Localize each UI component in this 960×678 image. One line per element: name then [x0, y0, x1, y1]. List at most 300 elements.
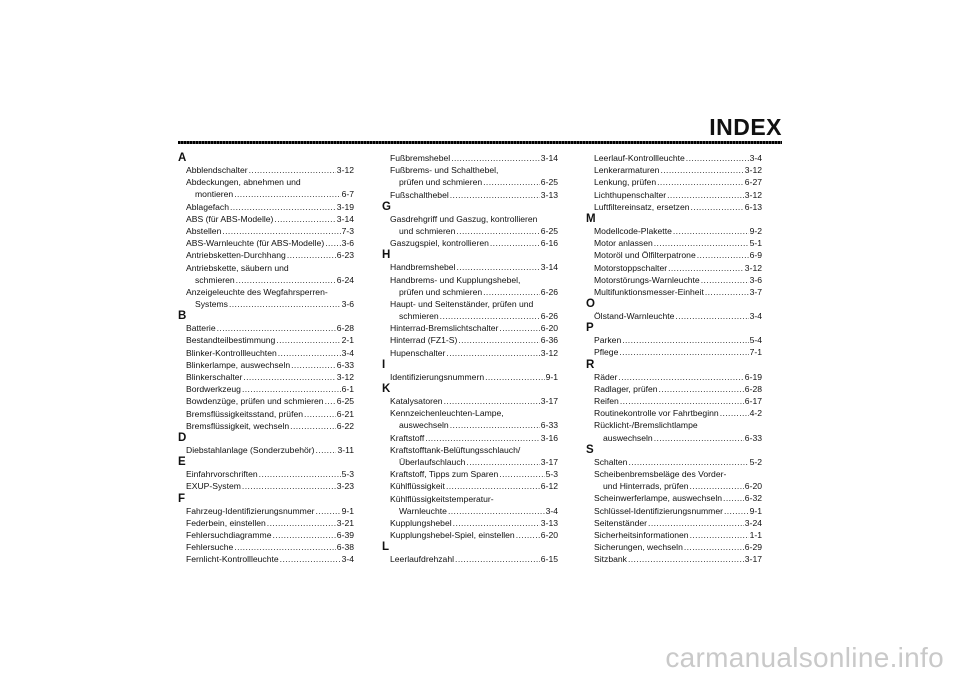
index-entry[interactable] [586, 456, 762, 468]
dot-leader [701, 274, 749, 286]
index-entry[interactable] [178, 529, 354, 541]
index-entry[interactable] [586, 553, 762, 565]
dot-leader [267, 517, 336, 529]
dot-leader [490, 237, 540, 249]
index-entry-page: 6-17 [744, 396, 762, 406]
index-entry-text: Leerlauf-Kontrollleuchte [594, 153, 685, 163]
index-entry[interactable] [586, 480, 762, 492]
index-entry-text: Sicherheitsinformationen [594, 529, 689, 540]
index-entry-page: 7-1 [749, 347, 762, 358]
index-section-letter: K [382, 383, 391, 395]
index-entry[interactable] [178, 371, 354, 383]
index-entry-page: 6-21 [336, 408, 354, 419]
dot-leader [287, 249, 336, 261]
index-entry-page: 6-32 [744, 493, 762, 504]
index-entry-page: 6-36 [540, 335, 558, 346]
index-entry-page: 6-22 [336, 420, 354, 431]
dot-leader [628, 553, 744, 565]
index-section-letter: B [178, 310, 187, 323]
dot-leader [466, 456, 539, 468]
index-entry-text: Multifunktionsmesser-Einheit [594, 286, 704, 297]
dot-leader [222, 225, 340, 237]
index-entry[interactable] [382, 237, 558, 249]
index-entry-text: Abblendschalter [186, 165, 248, 175]
dot-leader [620, 395, 744, 407]
dot-leader [654, 432, 744, 444]
index-entry-text: Blinkerlampe, auswechseln [186, 359, 291, 370]
index-entry-page: 6-16 [540, 238, 558, 249]
index-entry-page: 3-12 [744, 262, 762, 273]
index-entry-text: Seitenständer [594, 517, 648, 528]
index-entry[interactable] [382, 517, 558, 529]
index-entry-page: 3-12 [744, 165, 762, 176]
index-section-letter: F [178, 492, 186, 505]
index-entry[interactable] [586, 517, 762, 529]
dot-leader [446, 347, 539, 359]
index-entry-text: Federbein, einstellen [186, 517, 266, 528]
index-entry-page: 1-1 [749, 529, 762, 540]
index-entry-text: Kühlflüssigkeitstemperatur- [390, 493, 494, 504]
index-entry-text: Kraftstoff [390, 432, 425, 443]
index-section-letter: R [586, 358, 595, 371]
dot-leader [304, 408, 336, 420]
index-entry[interactable] [178, 334, 354, 346]
index-entry-text: Routinekontrolle vor Fahrtbeginn [594, 408, 719, 419]
index-entry-text: Kraftstoff, Tipps zum Sparen [390, 469, 499, 480]
index-entry-text: Reifen [594, 396, 619, 406]
index-entry-page: 6-29 [744, 542, 762, 553]
index-entry-text: prüfen und schmieren [399, 177, 483, 188]
dot-leader [280, 553, 341, 565]
dot-leader [456, 261, 539, 273]
index-entry[interactable] [382, 419, 558, 431]
index-entry[interactable] [586, 152, 762, 164]
dot-leader [485, 371, 544, 383]
index-entry-page: 3-4 [341, 347, 354, 358]
index-entry-page: 3-12 [336, 372, 354, 382]
index-entry[interactable] [586, 529, 762, 541]
index-entry-text: Scheinwerferlampe, auswechseln [594, 493, 723, 504]
index-section-letter: A [178, 152, 187, 164]
index-entry-text: Fehlersuchdiagramme [186, 529, 272, 540]
index-entry[interactable] [178, 225, 354, 237]
index-entry-text: Ölstand-Warnleuchte [594, 311, 675, 322]
index-entry-page: 6-33 [744, 432, 762, 443]
index-entry-text: Sitzbank [594, 554, 627, 565]
index-entry-text: Motorstörungs-Warnleuchte [594, 274, 700, 285]
index-section-letter: E [178, 456, 186, 469]
index-entry-text: Blinkerschalter [186, 372, 243, 382]
index-entry[interactable] [382, 189, 558, 201]
dot-leader [483, 176, 540, 188]
index-entry-page: 3-13 [540, 517, 558, 528]
dot-leader [325, 237, 340, 249]
index-entry-text: Katalysatoren [390, 396, 443, 406]
index-entry[interactable] [178, 164, 354, 176]
dot-leader [450, 419, 540, 431]
index-entry-page: 9-1 [749, 505, 762, 516]
index-entry-page: 6-38 [336, 542, 354, 553]
index-entry[interactable] [382, 286, 558, 298]
index-entry-page: 5-1 [749, 238, 762, 249]
dot-leader [458, 334, 539, 346]
index-entry-page: 6-19 [744, 371, 762, 382]
index-entry[interactable] [382, 225, 558, 237]
index-entry[interactable] [178, 201, 354, 213]
index-entry-page: 6-25 [336, 396, 354, 407]
index-entry[interactable] [178, 383, 354, 395]
index-entry-text: Gasdrehgriff und Gaszug, kontrollieren [390, 213, 538, 224]
dot-leader [229, 298, 341, 310]
dot-leader [316, 505, 341, 517]
index-entry-text: schmieren [195, 274, 235, 285]
dot-leader [684, 541, 744, 553]
dot-leader [648, 517, 744, 529]
dot-leader [274, 213, 335, 225]
index-entry-text: prüfen und schmieren [399, 286, 483, 297]
index-entry[interactable] [586, 432, 762, 444]
index-entry-text: Anzeigeleuchte des Wegfahrsperren- [186, 286, 328, 297]
index-entry-text: Gaszugspiel, kontrollieren [390, 238, 489, 249]
index-entry[interactable] [382, 334, 558, 346]
dot-leader [453, 517, 540, 529]
index-entry-page: 6-9 [749, 250, 762, 261]
index-entry[interactable] [382, 274, 558, 286]
index-entry[interactable] [178, 359, 354, 371]
index-entry[interactable] [586, 407, 762, 419]
index-entry[interactable] [586, 371, 762, 383]
dot-leader [425, 432, 540, 444]
index-entry[interactable] [382, 347, 558, 359]
index-entry-text: Räder [594, 371, 618, 382]
index-entry[interactable] [178, 541, 354, 553]
index-entry-page: 3-23 [336, 481, 354, 492]
index-entry-page: 6-33 [540, 420, 558, 431]
index-entry-page: 3-17 [744, 554, 762, 565]
dot-leader [325, 395, 336, 407]
index-entry-text: und Hinterrads, prüfen [603, 481, 689, 492]
index-entry[interactable] [382, 493, 558, 505]
dot-leader [657, 176, 744, 188]
index-section-letter: I [382, 358, 386, 371]
index-entry[interactable] [178, 395, 354, 407]
dot-leader [619, 346, 748, 358]
dot-leader [242, 383, 341, 395]
index-section-letter: M [586, 212, 596, 225]
index-entry[interactable] [178, 176, 354, 188]
index-entry-page: 6-20 [540, 323, 558, 334]
index-entry[interactable] [586, 176, 762, 188]
index-entry[interactable] [382, 432, 558, 444]
index-entry[interactable] [382, 152, 558, 164]
index-entry-text: Motoröl und Ölfilterpatrone [594, 250, 696, 261]
index-entry[interactable] [586, 310, 762, 322]
index-entry-text: und schmieren [399, 225, 456, 236]
dot-leader [499, 322, 539, 334]
index-entry-text: Kupplungshebel [390, 517, 452, 528]
index-entry-page: 3-6 [341, 238, 354, 249]
index-entry[interactable] [178, 298, 354, 310]
index-entry-page: 5-4 [749, 335, 762, 346]
index-entry-text: Warnleuchte [399, 505, 447, 516]
dot-leader [290, 420, 336, 432]
dot-leader [276, 334, 340, 346]
index-entry[interactable] [586, 468, 762, 480]
dot-leader [451, 152, 540, 164]
index-entry-page: 3-12 [744, 189, 762, 200]
index-entry[interactable] [382, 176, 558, 188]
index-section-letter: H [382, 249, 391, 262]
index-entry[interactable] [586, 237, 762, 249]
index-entry[interactable] [178, 274, 354, 286]
index-entry-page: 6-24 [336, 274, 354, 285]
dot-leader [440, 310, 540, 322]
dot-leader [234, 188, 340, 200]
dot-leader [673, 225, 749, 237]
dot-leader [516, 529, 540, 541]
dot-leader [259, 468, 341, 480]
index-entry-page: 6-27 [744, 177, 762, 188]
index-entry-text: Systems [195, 299, 228, 310]
dot-leader [236, 274, 336, 286]
dot-leader [690, 529, 749, 541]
index-entry-text: Luftfiltereinsatz, ersetzen [594, 201, 690, 212]
index-entry-text: Fußschalthebel [390, 189, 449, 200]
index-entry-page: 9-1 [545, 371, 558, 382]
index-entry[interactable] [178, 322, 354, 334]
index-entry[interactable] [178, 468, 354, 480]
dot-leader [450, 189, 540, 201]
index-entry[interactable] [586, 262, 762, 274]
index-entry-page: 3-6 [749, 274, 762, 285]
index-entry-text: Kühlflüssigkeit [390, 481, 445, 492]
index-section-letter: L [382, 541, 390, 554]
index-entry[interactable] [382, 468, 558, 480]
index-entry[interactable] [178, 237, 354, 249]
index-entry[interactable] [178, 553, 354, 565]
index-entry-text: Batterie [186, 323, 216, 334]
dot-leader [686, 152, 749, 164]
index-entry[interactable] [586, 505, 762, 517]
index-entry-text: Fernlicht-Kontrollleuchte [186, 554, 279, 565]
index-entry[interactable] [178, 213, 354, 225]
index-entry[interactable] [382, 261, 558, 273]
dot-leader [444, 395, 540, 407]
index-entry-page: 3-4 [749, 153, 762, 163]
index-entry[interactable] [178, 188, 354, 200]
index-entry-page: 3-7 [749, 286, 762, 297]
dot-leader [690, 480, 744, 492]
index-entry[interactable] [382, 395, 558, 407]
index-entry-page: 5-3 [545, 469, 558, 480]
index-entry-text: Überlaufschlauch [399, 456, 466, 467]
index-entry-text: Abstellen [186, 225, 222, 236]
index-section-letter: S [586, 443, 594, 456]
index-entry[interactable] [382, 480, 558, 492]
index-entry-page: 2-1 [341, 335, 354, 346]
index-entry-text: Bremsflüssigkeit, wechseln [186, 420, 290, 431]
index-entry[interactable] [586, 201, 762, 213]
index-entry-page: 6-25 [540, 225, 558, 236]
index-entry[interactable] [586, 274, 762, 286]
watermark-text: carmanualsonline.info [665, 642, 944, 673]
index-entry[interactable] [178, 480, 354, 492]
index-entry[interactable] [178, 286, 354, 298]
index-entry-page: 6-12 [540, 481, 558, 492]
index-entry[interactable] [382, 529, 558, 541]
index-entry[interactable] [382, 213, 558, 225]
index-entry-page: 6-1 [341, 384, 354, 395]
index-entry[interactable] [178, 517, 354, 529]
index-entry[interactable] [178, 408, 354, 420]
index-entry-page: 6-7 [341, 189, 354, 200]
dot-leader [667, 189, 744, 201]
dot-leader [273, 529, 336, 541]
index-section-letter: P [586, 322, 594, 335]
index-entry-text: Hinterrad-Bremslichtschalter [390, 323, 499, 334]
index-entry-text: schmieren [399, 311, 439, 322]
index-entry[interactable] [178, 347, 354, 359]
index-entry-text: Ablagefach [186, 201, 230, 212]
index-entry-page: 6-13 [744, 201, 762, 212]
index-entry-page: 3-14 [540, 153, 558, 163]
index-entry-text: Haupt- und Seitenständer, prüfen und [390, 298, 534, 309]
index-entry-text: Radlager, prüfen [594, 383, 658, 394]
index-entry[interactable] [382, 444, 558, 456]
index-entry-text: Antriebskette, säubern und [186, 262, 289, 273]
index-entry[interactable] [586, 164, 762, 176]
index-entry-text: Kennzeichenleuchten-Lampe, [390, 408, 504, 419]
index-entry-page: 3-17 [540, 396, 558, 406]
index-entry-page: 3-21 [336, 517, 354, 528]
index-column-3 [586, 152, 762, 565]
dot-leader [278, 347, 341, 359]
dot-leader [230, 201, 336, 213]
index-entry-text: Bremsflüssigkeitsstand, prüfen [186, 408, 304, 419]
index-entry-page: 3-12 [540, 347, 558, 358]
index-entry-text: Blinker-Kontrollleuchten [186, 347, 277, 358]
index-entry-page: 6-20 [540, 530, 558, 541]
index-entry[interactable] [382, 298, 558, 310]
index-entry-page: 3-13 [540, 189, 558, 200]
index-entry-text: Motor anlassen [594, 238, 653, 249]
index-entry-text: Bowdenzüge, prüfen und schmieren [186, 396, 324, 407]
index-entry[interactable] [586, 286, 762, 298]
index-entry[interactable] [382, 310, 558, 322]
index-entry-text: Hupenschalter [390, 347, 446, 358]
dot-leader [668, 262, 744, 274]
index-entry[interactable] [178, 249, 354, 261]
index-entry-page: 5-3 [341, 469, 354, 480]
index-entry[interactable] [178, 262, 354, 274]
index-entry[interactable] [178, 444, 354, 456]
index-entry-text: Lenkerarmaturen [594, 165, 660, 176]
index-entry-text: Abdeckungen, abnehmen und [186, 177, 301, 188]
index-entry[interactable] [178, 420, 354, 432]
index-entry-text: auswechseln [603, 432, 653, 443]
index-column-1 [178, 152, 354, 565]
index-entry[interactable] [382, 322, 558, 334]
index-entry-text: ABS-Warnleuchte (für ABS-Modelle) [186, 238, 325, 249]
index-entry[interactable] [178, 505, 354, 517]
dot-leader [723, 492, 744, 504]
index-entry-text: Lichthupenschalter [594, 189, 667, 200]
index-entry-text: montieren [195, 189, 234, 200]
index-entry[interactable] [382, 505, 558, 517]
index-entry[interactable] [382, 456, 558, 468]
index-entry-page: 3-24 [744, 517, 762, 528]
index-entry-text: ABS (für ABS-Modelle) [186, 213, 274, 224]
index-entry-text: Motorstoppschalter [594, 262, 668, 273]
header-rule [178, 141, 782, 144]
index-entry-page: 6-26 [540, 311, 558, 322]
index-entry-text: Fahrzeug-Identifizierungsnummer [186, 505, 315, 516]
index-entry-page: 5-2 [749, 456, 762, 467]
index-entry[interactable] [586, 346, 762, 358]
index-entry[interactable] [382, 164, 558, 176]
index-entry-text: Bordwerkzeug [186, 384, 241, 395]
index-entry-page: 4-2 [749, 408, 762, 419]
dot-leader [660, 164, 743, 176]
dot-leader [659, 383, 744, 395]
index-entry-page: 3-12 [336, 165, 354, 175]
index-entry[interactable] [586, 383, 762, 395]
index-entry[interactable] [586, 492, 762, 504]
dot-leader [618, 371, 743, 383]
index-entry-text: Fußbrems- und Schalthebel, [390, 165, 499, 176]
index-entry-page: 6-25 [540, 177, 558, 188]
index-entry[interactable] [586, 189, 762, 201]
index-entry-text: Scheibenbremsbeläge des Vorder- [594, 468, 727, 479]
dot-leader [249, 164, 336, 176]
index-entry[interactable] [586, 395, 762, 407]
dot-leader [446, 480, 540, 492]
index-entry-text: Schalten [594, 456, 628, 467]
dot-leader [316, 444, 337, 456]
index-entry-text: Rücklicht-/Bremslichtlampe [594, 420, 698, 431]
index-entry-text: EXUP-System [186, 481, 241, 492]
index-entry[interactable] [586, 419, 762, 431]
index-entry[interactable] [382, 407, 558, 419]
index-section-letter: O [586, 298, 595, 311]
dot-leader [654, 237, 749, 249]
index-entry-text: Antriebsketten-Durchhang [186, 250, 286, 261]
index-entry-page: 3-14 [336, 213, 354, 224]
index-entry-text: Hinterrad (FZ1-S) [390, 335, 458, 346]
dot-leader [720, 407, 749, 419]
index-entry-text: Fehlersuche [186, 542, 234, 553]
index-entry-page: 3-6 [341, 299, 354, 310]
index-entry-page: 6-20 [744, 481, 762, 492]
index-entry[interactable] [382, 553, 558, 565]
index-entry-page: 3-4 [341, 554, 354, 565]
index-entry-text: Diebstahlanlage (Sonderzubehör) [186, 444, 315, 455]
index-entry-page: 6-23 [336, 250, 354, 261]
index-entry-text: Pflege [594, 347, 619, 358]
dot-leader [243, 371, 335, 383]
index-entry-page: 9-1 [341, 505, 354, 516]
index-entry[interactable] [382, 371, 558, 383]
index-entry[interactable] [586, 225, 762, 237]
index-entry-text: Kupplungshebel-Spiel, einstellen [390, 530, 515, 541]
index-entry[interactable] [586, 334, 762, 346]
index-entry-page: 6-15 [540, 554, 558, 565]
index-entry[interactable] [586, 541, 762, 553]
index-entry[interactable] [586, 249, 762, 261]
index-entry-text: Modellcode-Plakette [594, 225, 672, 236]
index-entry-text: Leerlaufdrehzahl [390, 554, 455, 565]
index-entry-text: Parken [594, 335, 622, 346]
